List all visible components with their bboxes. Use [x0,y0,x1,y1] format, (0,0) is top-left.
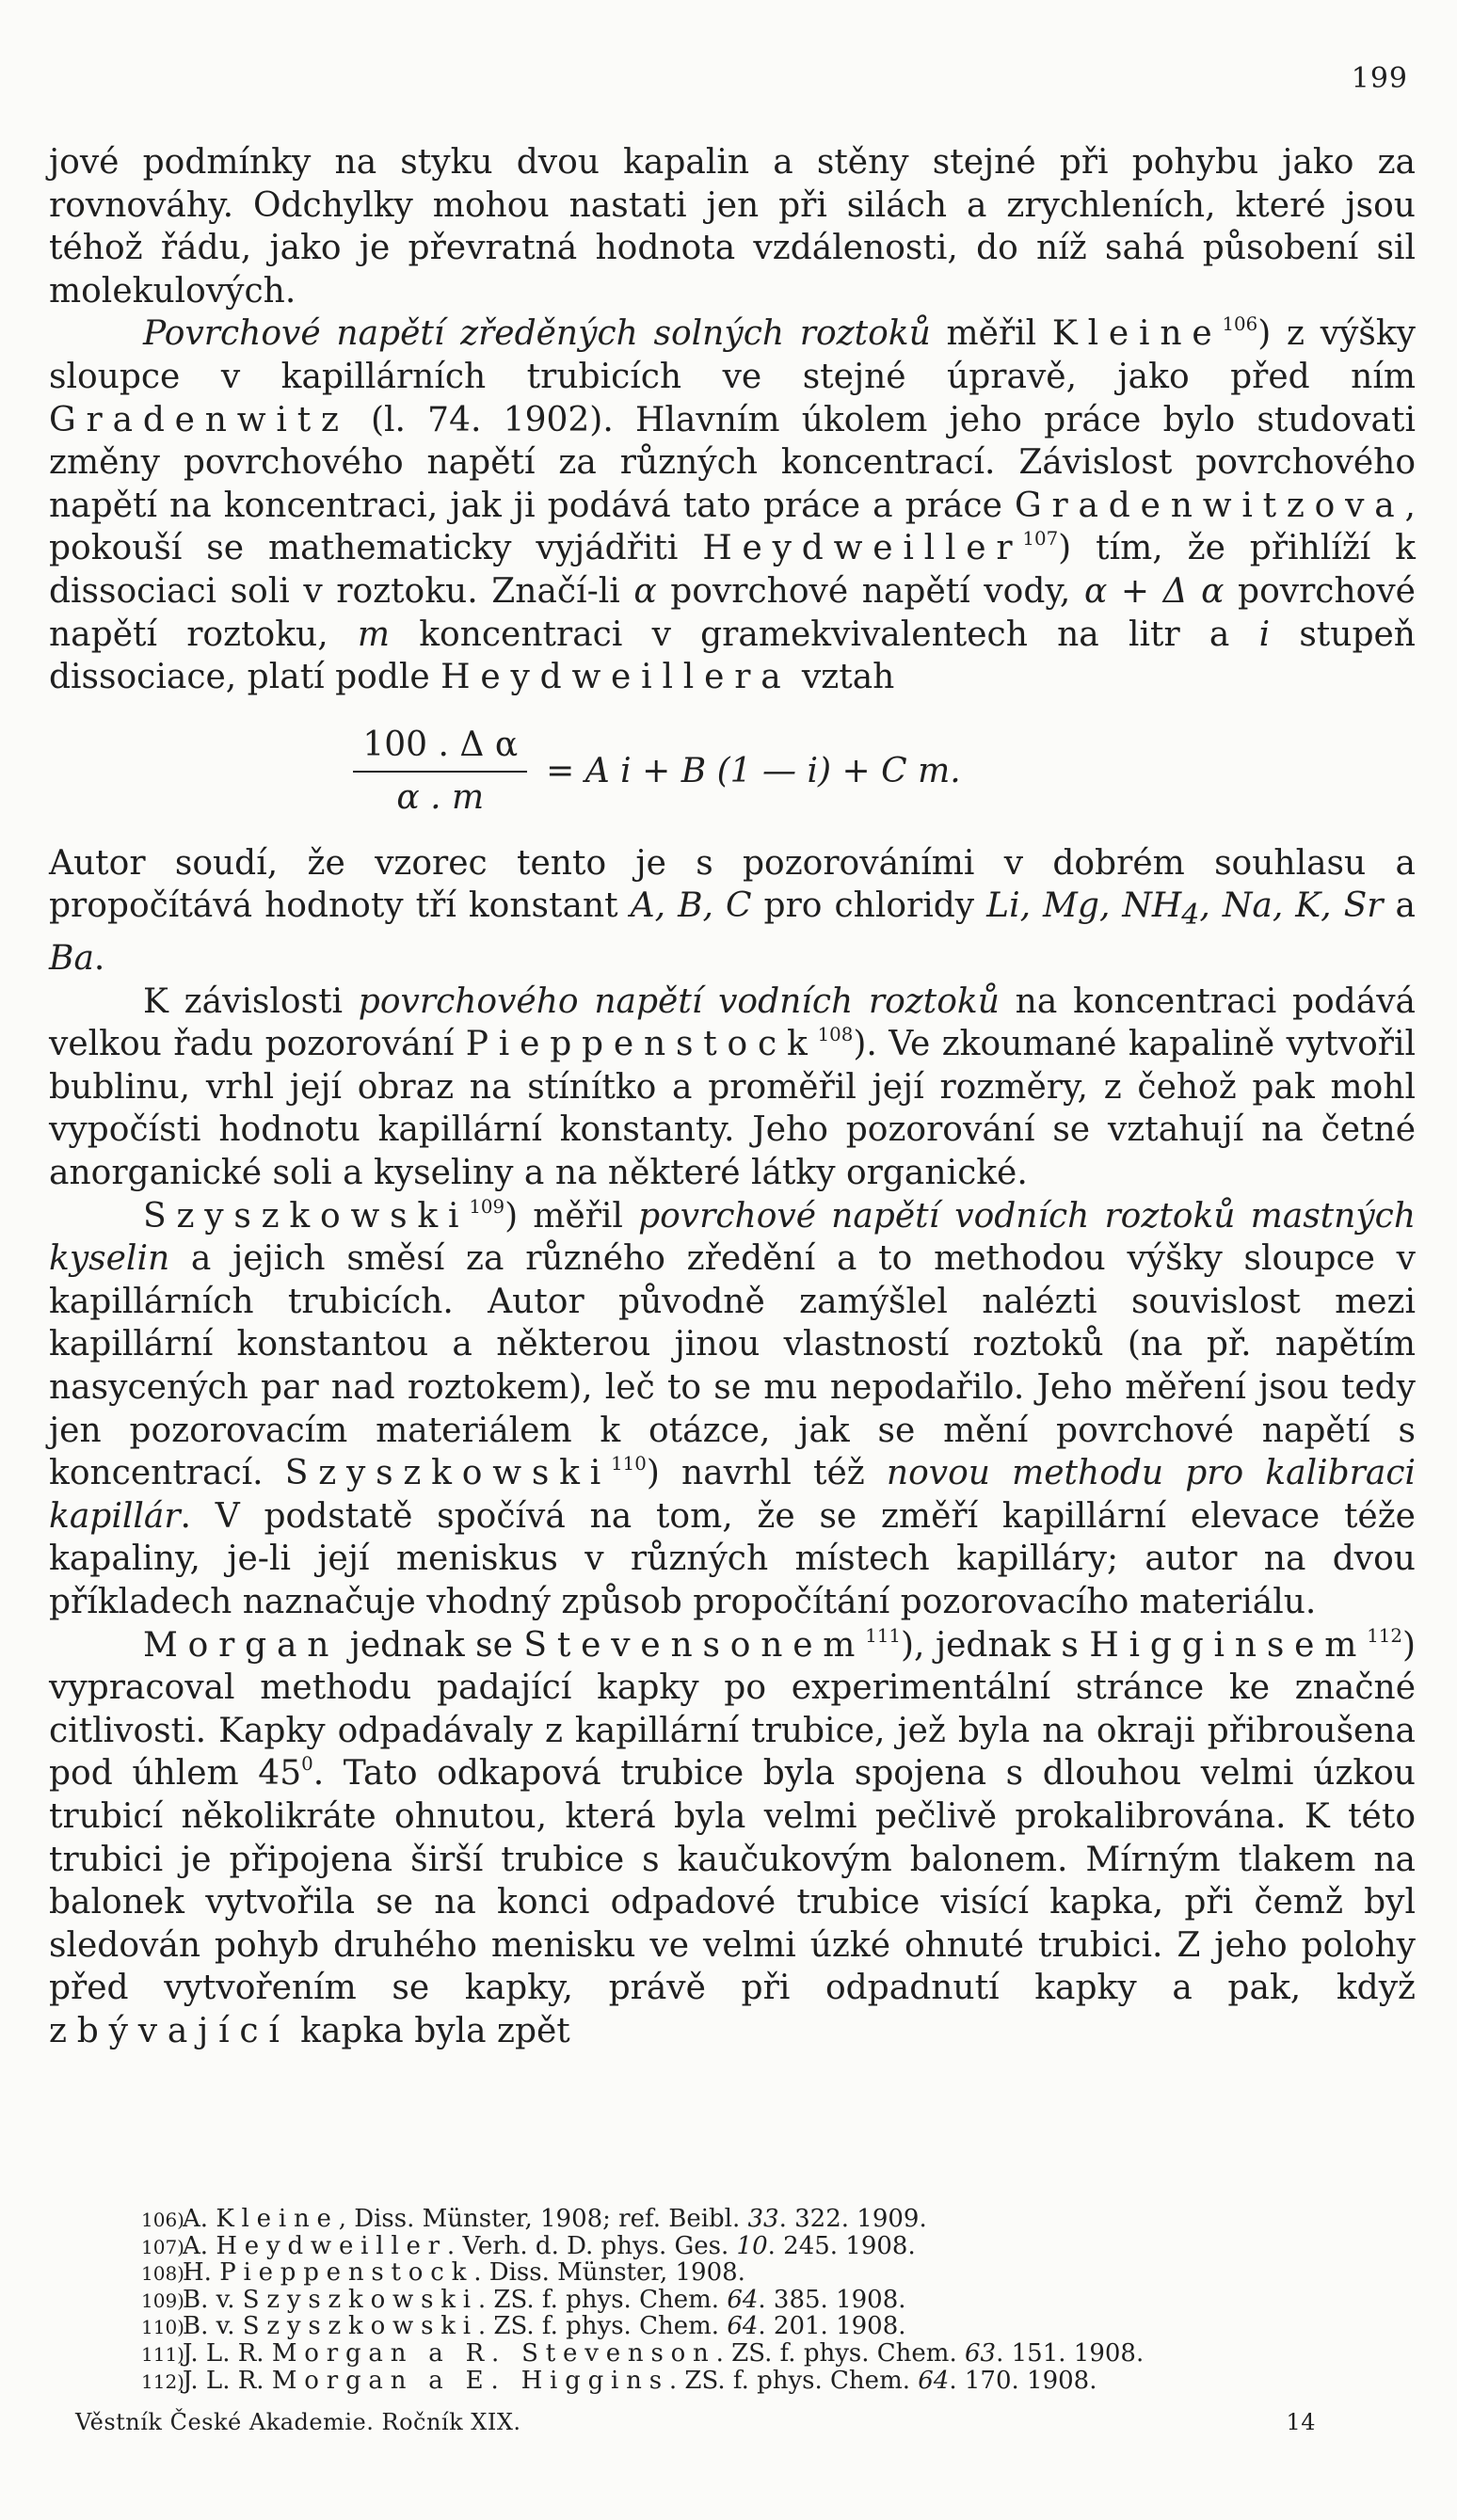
footnote-text: . ZS. f. phys. Chem. [668,2366,919,2395]
footnote-number: 112) [141,2369,184,2393]
author-name: Stevensonem [523,1625,866,1665]
author-name: Pieppenstock [465,1025,818,1064]
footnote-number: 106) [141,2209,184,2231]
math-symbol: m [357,614,390,654]
formula-denominator: α . m [396,777,485,817]
math-symbol: i [1258,614,1271,654]
topic-heading: novou methodu pro kalibraci kapillár [49,1454,1417,1536]
footnote-author: Morgan a E. Higgins [271,2366,669,2395]
footnote-text: . ZS. f. phys. Chem. [715,2338,965,2368]
footnote-author: Szyszkowski [242,2285,478,2314]
footnote-text: H. [183,2258,220,2288]
footnote-text: J. L. R. [183,2338,272,2368]
footnote-text: A. [183,2205,216,2233]
author-name: Kleine [1051,314,1223,354]
footnote-text: . 201. 1908. [758,2312,906,2341]
footnote-ref: 106 [1222,313,1258,336]
footnote [141,2338,1402,2368]
footnote-text: J. L. R. [183,2366,272,2395]
footnote-text: . Verh. d. D. phys. Ges. [446,2231,737,2260]
footnote-volume: 10 [736,2231,768,2260]
footnote-text: B. v. [183,2312,243,2341]
footnote-number: 107) [141,2235,184,2258]
paragraph-1: jové podmínky na styku dvou kapalin a stěny stejné při pohybu jako za rovnováhy. Odchylky mohou nastati jen při silách a zrychleních, které jsou téhož řádu, jako je převratná hodnota vzdálenosti, do níž sahá působení sil molekulových. [49,143,1416,311]
footnote [141,2368,1402,2396]
footnote-text: . ZS. f. phys. Chem. [477,2285,728,2314]
footnote-author: Morgan a R. Stevenson [271,2338,716,2368]
footnote-ref: 108 [817,1024,854,1046]
footnote-author: Kleine [216,2205,339,2233]
formula-numerator: 100 . Δ α [353,724,527,773]
paragraph-3: Autor soudí, že vzorec tento je s pozorováními v dobrém souhlasu a propočítává hodnoty tří konstant A, B, C pro chloridy Li, Mg, $NH_4$, Na, K, Sr a Ba. [49,843,1416,979]
footnote-text: . 245. 1908. [767,2231,916,2260]
footnote-volume: 64 [727,2285,759,2314]
footnote-text: . 170. 1908. [949,2366,1097,2395]
author-name: Heydweillera [440,658,792,697]
formula [49,714,1416,829]
signature-mark: 14 [1286,2409,1316,2435]
formula-right-side: = A i + B (1 — i) + C m. [546,751,961,790]
paragraph-5: Szyszkowski$^{109}$) měřil povrchové napětí vodních roztoků mastných kyselin a jejich směsí za různého zředění a to methodou výšky sloupce v kapillárních trubicích. Autor původně zamýšlel nalézti souvislost mezi kapillární konstantou a některou jinou vlastností roztoků (na př. napětím nasycených par nad roztokem), leč to se mu nepodařilo. Jeho měření jsou tedy jen pozorovacím materiálem k otázce, jak se mění povrchové napětí s koncentrací. Szyszkowski$^{110}$) navrhl též novou methodu pro kalibraci kapillár. V podstatě spočívá na tom, že se změří kapillární elevace téže kapaliny, je-li její meniskus v různých místech kapilláry; autor na dvou příkladech naznačuje vhodný způsob propočítání pozorovacího materiálu. [49,1195,1417,1621]
author-name: Szyszkowski [143,1196,470,1236]
footnote-volume: 64 [918,2366,950,2395]
author-name: Gradenwitzova [1014,486,1405,525]
math-symbol: A, B, C [630,886,752,926]
footnote-number: 111) [141,2342,184,2366]
footnote-text: . 385. 1908. [758,2285,906,2314]
footnote-author: Szyszkowski [242,2312,478,2341]
page-footer [75,2409,1316,2435]
footnote-text: B. v. [183,2285,243,2314]
author-name: Heydweiller [702,529,1023,568]
footnote-volume: 33 [747,2205,779,2233]
journal-name: Věstník České Akademie. Ročník XIX. [75,2409,521,2435]
footnote-ref: 107 [1022,528,1059,550]
topic-heading: povrchového napětí vodních roztoků [358,981,1000,1021]
math-symbol: α [633,571,657,611]
author-name: Szyszkowski [284,1454,612,1493]
footnote [141,2231,1402,2261]
chemical-symbols: Li, Mg, NH [986,886,1182,926]
footnotes [141,2207,1402,2395]
footnote-text: . ZS. f. phys. Chem. [477,2312,728,2341]
footnote-number: 108) [141,2262,184,2286]
footnote-volume: 64 [727,2312,759,2341]
footnote-volume: 63 [965,2338,997,2368]
footnote [141,2314,1402,2341]
footnote-ref: 112 [1367,1624,1402,1647]
footnote-text: A. [183,2231,216,2260]
math-symbol: α + Δ α [1083,571,1225,611]
paragraph-6: Morgan jednak se Stevensonem$^{111}$), jednak s Higginsem$^{112}$) vypracoval methodu padající kapky po experimentální stránce ke značné citlivosti. Kapky odpadávaly z kapillární trubice, jež byla na okraji přibroušena pod úhlem $45^0$. Tato odkapová trubice byla spojena s dlouhou velmi úzkou trubicí několikráte ohnutou, která byla velmi pečlivě prokalibrována. K této trubici je připojena širší trubice s kaučukovým balonem. Mírným tlakem na balonek vytvořila se na konci odpadové trubice visící kapka, při čemž byl sledován pohyb druhého menisku ve velmi úzké ohnuté trubici. Z jeho polohy před vytvořením se kapky, právě při odpadnutí kapky a pak, když zbývající kapka byla zpět [49,1624,1416,2050]
emphasized-word: zbývající [49,2011,290,2050]
footnote [141,2207,1402,2234]
paragraph-4: K závislosti povrchového napětí vodních roztoků na koncentraci podává velkou řadu pozorování Pieppenstock$^{108}$). Ve zkoumané kapalině vytvořil bublinu, vrhl její obraz na stínítko a proměřil její rozměry, z čehož pak mohl vypočísti hodnotu kapillární konstanty. Jeho pozorování se vztahují na četné anorganické soli a kyseliny a na některé látky organické. [49,981,1416,1193]
topic-heading: Povrchové napětí zředěných solných roztoků [143,314,931,354]
footnote-number: 109) [141,2289,184,2312]
footnote-ref: 110 [611,1453,647,1475]
author-name: Morgan [143,1625,340,1665]
footnote-ref: 109 [469,1195,505,1218]
author-name: Gradenwitz [49,400,349,439]
chemical-symbols: , Na, K, Sr [1199,886,1384,926]
footnote-text: . 151. 1908. [996,2338,1145,2368]
footnote-number: 110) [141,2316,184,2339]
degree-mark: 0 [301,1753,313,1776]
footnote-author: Heydweiller [216,2231,447,2260]
formula-fraction [353,724,527,819]
topic-heading: povrchové napětí vodních roztoků mastných kyselin [49,1196,1417,1279]
footnote-text: . 322. 1909. [778,2205,927,2233]
subscript: 4 [1181,899,1200,933]
footnote-text: . Diss. Münster, 1908. [473,2258,745,2288]
footnote [141,2260,1402,2288]
paragraph-2: Povrchové napětí zředěných solných roztoků měřil Kleine$^{106}$) z výšky sloupce v kapillárních trubicích ve stejné úpravě, jako před ním Gradenwitz (l. 74. 1902). Hlavním úkolem jeho práce bylo studovati změny povrchového napětí za různých koncentrací. Závislost povrchového napětí na koncentraci, jak ji podává tato práce a práce Gradenwitzova, pokouší se mathematicky vyjádřiti Heydweiller$^{107}$) tím, že přihlíží k dissociaci soli v roztoku. Značí-li α povrchové napětí vody, α + Δ α povrchové napětí roztoku, m koncentraci v gramekvivalentech na litr a i stupeň dissociace, platí podle Heydweillera vztah [49,313,1416,697]
footnote-text: , Diss. Münster, 1908; ref. Beibl. [338,2205,748,2233]
page-number: 199 [1351,62,1408,95]
author-name: Higginsem [1089,1625,1368,1665]
footnote-author: Pieppenstock [219,2258,474,2288]
body-text [49,141,1416,2053]
footnote [141,2285,1402,2315]
footnote-ref: 111 [865,1624,902,1647]
chemical-symbols: Ba [49,939,94,979]
